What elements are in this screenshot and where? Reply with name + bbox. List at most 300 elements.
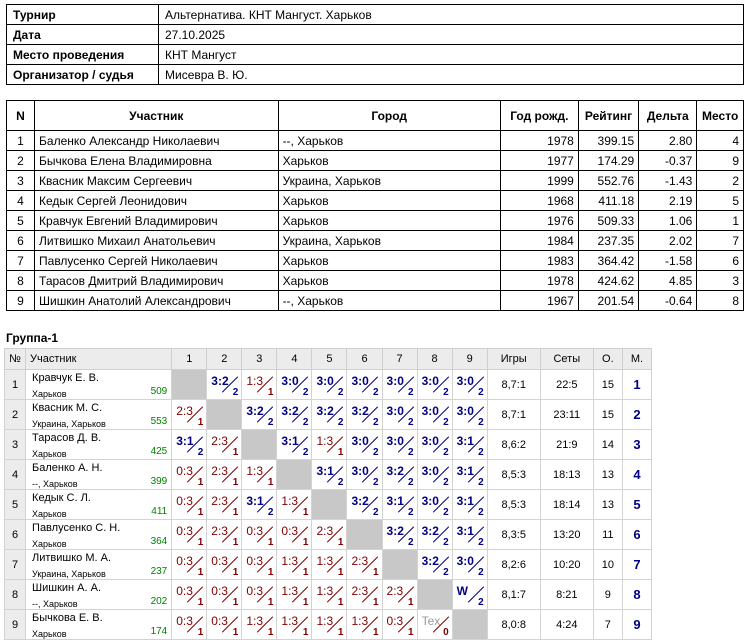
- participant-cell: 2: [697, 171, 744, 191]
- match-result: [207, 520, 242, 550]
- match-result: [452, 370, 487, 400]
- participant-cell: -0.64: [639, 291, 697, 311]
- group-row: [5, 460, 652, 490]
- match-points: 1: [302, 597, 309, 608]
- match-points: 2: [443, 537, 449, 548]
- match-score: 2:3: [211, 494, 228, 508]
- match-points: 2: [337, 417, 344, 428]
- player-rating: 411: [151, 506, 168, 517]
- match-result: [312, 580, 347, 610]
- match-score: 3:2: [246, 404, 264, 418]
- match-result: [347, 550, 382, 580]
- match-score: 1:3: [281, 554, 299, 568]
- match-points: 2: [302, 447, 309, 458]
- match-result: [382, 430, 417, 460]
- player-name: Шишкин А. А.: [32, 582, 102, 594]
- group-row: [5, 520, 652, 550]
- match-score: 3:1: [456, 464, 474, 478]
- match-score: 0:3: [281, 524, 299, 538]
- match-points: 1: [232, 447, 239, 458]
- player-cell: [26, 490, 172, 520]
- participant-cell: Кравчук Евгений Владимирович: [35, 211, 279, 231]
- match-result: [277, 520, 312, 550]
- match-result: [417, 370, 452, 400]
- match-result: [277, 610, 312, 640]
- match-points: 1: [232, 597, 239, 608]
- match-points: 1: [197, 417, 204, 428]
- match-score: 3:2: [386, 464, 404, 478]
- match-result: [452, 400, 487, 430]
- match-points: 1: [337, 537, 344, 548]
- player-cell: [26, 550, 172, 580]
- participant-cell: 5: [697, 191, 744, 211]
- match-points: 2: [443, 567, 449, 578]
- match-points: 1: [267, 567, 274, 578]
- match-score: 1:3: [246, 374, 264, 388]
- match-result: [452, 580, 487, 610]
- tournament-info-table: [6, 4, 744, 85]
- participant-cell: 1: [697, 211, 744, 231]
- match-score: 3:2: [281, 404, 299, 418]
- participants-header: Рейтинг: [578, 101, 638, 131]
- match-score: Tex: [421, 614, 441, 628]
- match-score: 0:3: [386, 614, 404, 628]
- match-points: 2: [408, 447, 414, 458]
- match-score: 3:1: [281, 434, 299, 448]
- match-result: [207, 370, 242, 400]
- match-score: 1:3: [316, 434, 334, 448]
- player-points: 15: [593, 400, 622, 430]
- participant-row: [7, 231, 744, 251]
- match-result: [452, 550, 487, 580]
- match-result: [207, 430, 242, 460]
- participant-cell: Тарасов Дмитрий Владимирович: [35, 271, 279, 291]
- match-result: [172, 610, 207, 640]
- match-result: [417, 430, 452, 460]
- match-score: 3:0: [386, 434, 404, 448]
- player-cell: [26, 460, 172, 490]
- match-result: [312, 520, 347, 550]
- match-points: 1: [232, 507, 239, 518]
- match-points: 2: [478, 507, 484, 518]
- participant-cell: 424.62: [578, 271, 638, 291]
- participant-cell: 9: [697, 151, 744, 171]
- info-label: Организатор / судья: [7, 65, 159, 85]
- match-score: 3:0: [281, 374, 299, 388]
- match-score: 0:3: [246, 554, 264, 568]
- group-header-sets: Сеты: [540, 349, 593, 370]
- participant-cell: 2.02: [639, 231, 697, 251]
- group-row: [5, 400, 652, 430]
- player-sets: 22:5: [540, 370, 593, 400]
- match-result: [277, 550, 312, 580]
- match-score: 2:3: [386, 584, 404, 598]
- player-games: 8,7:1: [487, 370, 540, 400]
- player-cell: [26, 610, 172, 640]
- participant-cell: 4: [697, 131, 744, 151]
- participants-table: [6, 100, 744, 311]
- player-games: 8,5:3: [487, 460, 540, 490]
- match-points: 1: [302, 627, 309, 638]
- player-place: 7: [622, 550, 651, 580]
- group-row: [5, 490, 652, 520]
- match-points: 2: [443, 387, 449, 398]
- match-score: 0:3: [176, 614, 193, 628]
- match-points: 2: [372, 387, 379, 398]
- match-score: 3:0: [456, 374, 474, 388]
- participant-cell: Украина, Харьков: [278, 231, 500, 251]
- participant-cell: 2.80: [639, 131, 697, 151]
- match-points: 2: [478, 477, 484, 488]
- row-number: 4: [5, 460, 26, 490]
- participant-cell: 1983: [500, 251, 578, 271]
- participant-cell: 6: [7, 231, 35, 251]
- participants-header: Дельта: [639, 101, 697, 131]
- participant-cell: 4: [7, 191, 35, 211]
- match-score: 3:1: [316, 464, 334, 478]
- player-points: 15: [593, 370, 622, 400]
- match-result: [207, 460, 242, 490]
- match-points: 2: [408, 417, 414, 428]
- match-points: 1: [267, 477, 274, 488]
- row-number: 6: [5, 520, 26, 550]
- participant-cell: 1977: [500, 151, 578, 171]
- player-points: 7: [593, 610, 622, 640]
- match-score: W: [456, 584, 468, 598]
- match-points: 2: [372, 477, 379, 488]
- match-points: 2: [372, 447, 379, 458]
- match-score: 3:2: [421, 554, 439, 568]
- match-points: 2: [372, 417, 379, 428]
- participant-cell: 3: [697, 271, 744, 291]
- match-score: 3:0: [456, 404, 474, 418]
- match-points: 1: [197, 537, 204, 548]
- player-city: Украина, Харьков: [32, 569, 106, 579]
- match-points: 2: [408, 387, 414, 398]
- participant-row: [7, 131, 744, 151]
- participant-cell: -0.37: [639, 151, 697, 171]
- participant-cell: 1978: [500, 271, 578, 291]
- player-name: Литвишко М. А.: [32, 552, 112, 564]
- match-score: 1:3: [246, 464, 264, 478]
- match-score: 2:3: [351, 584, 369, 598]
- match-score: 3:0: [456, 554, 474, 568]
- participant-cell: Квасник Максим Сергеевич: [35, 171, 279, 191]
- match-points: 2: [478, 447, 484, 458]
- match-points: 1: [232, 537, 239, 548]
- match-result: [382, 370, 417, 400]
- player-name: Квасник М. С.: [32, 402, 103, 414]
- match-result: [417, 520, 452, 550]
- participant-cell: 552.76: [578, 171, 638, 191]
- participant-cell: 4.85: [639, 271, 697, 291]
- match-points: 2: [267, 417, 274, 428]
- match-score: 3:1: [456, 434, 474, 448]
- diagonal-cell: [277, 460, 312, 490]
- match-score: 1:3: [316, 554, 334, 568]
- group-header-col: 2: [207, 349, 242, 370]
- player-city: Харьков: [32, 449, 67, 459]
- diagonal-cell: [172, 370, 207, 400]
- match-result: [312, 400, 347, 430]
- match-result: [277, 430, 312, 460]
- participant-row: [7, 251, 744, 271]
- group-header-num: №: [5, 349, 26, 370]
- participant-cell: 509.33: [578, 211, 638, 231]
- match-score: 0:3: [211, 584, 228, 598]
- match-score: 0:3: [176, 554, 193, 568]
- player-rating: 364: [150, 536, 168, 547]
- player-place: 4: [622, 460, 651, 490]
- match-result: [172, 400, 207, 430]
- group-title: Группа-1: [6, 331, 59, 345]
- diagonal-cell: [382, 550, 417, 580]
- player-points: 9: [593, 580, 622, 610]
- match-score: 1:3: [281, 584, 299, 598]
- match-result: [312, 370, 347, 400]
- match-points: 1: [337, 447, 344, 458]
- participant-cell: Харьков: [278, 211, 500, 231]
- player-cell: [26, 400, 172, 430]
- participant-cell: --, Харьков: [278, 291, 500, 311]
- info-row: [7, 5, 744, 25]
- match-points: 1: [197, 597, 204, 608]
- player-rating: 509: [150, 386, 168, 397]
- player-city: --, Харьков: [32, 479, 78, 489]
- participant-cell: 237.35: [578, 231, 638, 251]
- match-points: 2: [197, 447, 204, 458]
- row-number: 7: [5, 550, 26, 580]
- match-result: [312, 430, 347, 460]
- player-rating: 237: [150, 566, 168, 577]
- info-value: Мисевра В. Ю.: [159, 65, 744, 85]
- match-score: 3:0: [421, 374, 439, 388]
- match-result: [172, 550, 207, 580]
- match-points: 2: [232, 387, 239, 398]
- player-sets: 18:13: [540, 460, 593, 490]
- player-cell: [26, 430, 172, 460]
- match-result: [172, 520, 207, 550]
- participant-row: [7, 211, 744, 231]
- match-points: 1: [302, 537, 309, 548]
- participant-cell: 364.42: [578, 251, 638, 271]
- match-result: [172, 430, 207, 460]
- match-points: 1: [408, 597, 414, 608]
- row-number: 5: [5, 490, 26, 520]
- match-points: 1: [232, 477, 239, 488]
- match-score: 3:1: [456, 524, 474, 538]
- match-points: 2: [443, 507, 449, 518]
- player-points: 10: [593, 550, 622, 580]
- match-result: [417, 550, 452, 580]
- match-score: 3:0: [316, 374, 334, 388]
- player-city: Украина, Харьков: [32, 419, 106, 429]
- match-score: 3:0: [351, 464, 369, 478]
- player-rating: 399: [150, 476, 168, 487]
- match-result: [207, 580, 242, 610]
- match-result: [452, 430, 487, 460]
- info-label: Турнир: [7, 5, 159, 25]
- match-points: 1: [197, 507, 204, 518]
- player-cell: [26, 370, 172, 400]
- participant-cell: 8: [697, 291, 744, 311]
- match-score: 1:3: [316, 614, 334, 628]
- match-points: 1: [232, 627, 239, 638]
- match-result: [242, 610, 277, 640]
- participant-cell: --, Харьков: [278, 131, 500, 151]
- match-result: [347, 400, 382, 430]
- player-games: 8,1:7: [487, 580, 540, 610]
- match-result: [452, 520, 487, 550]
- player-name: Бычкова Е. В.: [32, 612, 103, 624]
- match-result: [347, 610, 382, 640]
- player-games: 8,6:2: [487, 430, 540, 460]
- match-result: [242, 490, 277, 520]
- match-result: [207, 490, 242, 520]
- player-sets: 18:14: [540, 490, 593, 520]
- player-cell: [26, 520, 172, 550]
- participant-cell: 1984: [500, 231, 578, 251]
- group-row: [5, 430, 652, 460]
- match-result: [242, 400, 277, 430]
- match-result: [312, 460, 347, 490]
- match-points: 2: [478, 387, 484, 398]
- match-result: [382, 520, 417, 550]
- group-header-points: О.: [593, 349, 622, 370]
- participant-cell: Харьков: [278, 191, 500, 211]
- player-points: 14: [593, 430, 622, 460]
- match-points: 1: [372, 597, 379, 608]
- match-result: [347, 430, 382, 460]
- match-points: 2: [337, 477, 344, 488]
- participant-cell: Баленко Александр Николаевич: [35, 131, 279, 151]
- match-score: 0:3: [176, 464, 193, 478]
- player-place: 9: [622, 610, 651, 640]
- match-points: 1: [267, 627, 274, 638]
- info-row: [7, 25, 744, 45]
- player-rating: 174: [150, 626, 168, 637]
- match-score: 3:1: [246, 494, 264, 508]
- participant-cell: 1: [7, 131, 35, 151]
- participant-cell: 2.19: [639, 191, 697, 211]
- info-value: КНТ Мангуст: [159, 45, 744, 65]
- match-result: [172, 490, 207, 520]
- player-rating: 553: [150, 416, 168, 427]
- row-number: 3: [5, 430, 26, 460]
- group-header-col: 9: [452, 349, 487, 370]
- group-row: [5, 550, 652, 580]
- player-name: Баленко А. Н.: [32, 462, 103, 474]
- match-points: 2: [267, 507, 274, 518]
- group-header-col: 5: [312, 349, 347, 370]
- match-score: 3:0: [386, 374, 404, 388]
- match-score: 3:2: [421, 524, 439, 538]
- match-points: 1: [337, 567, 344, 578]
- match-points: 2: [443, 477, 449, 488]
- match-score: 2:3: [176, 404, 193, 418]
- match-result: [417, 610, 452, 640]
- match-points: 1: [302, 507, 309, 518]
- participants-header: Город: [278, 101, 500, 131]
- match-result: [312, 610, 347, 640]
- row-number: 2: [5, 400, 26, 430]
- player-sets: 4:24: [540, 610, 593, 640]
- match-result: [172, 460, 207, 490]
- match-score: 1:3: [281, 494, 299, 508]
- participant-cell: 7: [697, 231, 744, 251]
- diagonal-cell: [417, 580, 452, 610]
- participant-cell: 2: [7, 151, 35, 171]
- match-result: [417, 400, 452, 430]
- match-result: [347, 460, 382, 490]
- player-city: Харьков: [32, 539, 67, 549]
- player-city: --, Харьков: [32, 599, 78, 609]
- match-result: [242, 370, 277, 400]
- match-points: 1: [337, 597, 344, 608]
- match-points: 1: [232, 567, 239, 578]
- participant-cell: Шишкин Анатолий Александрович: [35, 291, 279, 311]
- player-place: 6: [622, 520, 651, 550]
- participant-cell: 1978: [500, 131, 578, 151]
- match-score: 0:3: [246, 524, 264, 538]
- participants-header: Место: [697, 101, 744, 131]
- player-sets: 13:20: [540, 520, 593, 550]
- participant-cell: 6: [697, 251, 744, 271]
- participant-cell: Харьков: [278, 151, 500, 171]
- player-points: 13: [593, 460, 622, 490]
- match-score: 3:2: [351, 494, 369, 508]
- info-row: [7, 65, 744, 85]
- match-score: 3:1: [386, 494, 404, 508]
- diagonal-cell: [242, 430, 277, 460]
- participants-header: Участник: [35, 101, 279, 131]
- participant-cell: 1976: [500, 211, 578, 231]
- match-score: 2:3: [211, 524, 228, 538]
- match-points: 1: [408, 627, 414, 638]
- participant-cell: -1.58: [639, 251, 697, 271]
- match-score: 3:0: [421, 494, 439, 508]
- participant-cell: 8: [7, 271, 35, 291]
- participant-row: [7, 151, 744, 171]
- match-result: [417, 490, 452, 520]
- match-result: [382, 610, 417, 640]
- player-games: 8,5:3: [487, 490, 540, 520]
- player-games: 8,3:5: [487, 520, 540, 550]
- info-value: 27.10.2025: [159, 25, 744, 45]
- participant-cell: Харьков: [278, 271, 500, 291]
- participant-cell: 3: [7, 171, 35, 191]
- info-label: Дата: [7, 25, 159, 45]
- match-score: 1:3: [351, 614, 369, 628]
- player-place: 3: [622, 430, 651, 460]
- player-sets: 8:21: [540, 580, 593, 610]
- match-points: 1: [302, 567, 309, 578]
- match-score: 3:0: [351, 374, 369, 388]
- match-score: 0:3: [176, 494, 193, 508]
- player-place: 8: [622, 580, 651, 610]
- match-points: 2: [478, 597, 484, 608]
- participant-cell: Кедык Сергей Леонидович: [35, 191, 279, 211]
- match-result: [277, 370, 312, 400]
- match-score: 3:0: [351, 434, 369, 448]
- player-points: 11: [593, 520, 622, 550]
- match-score: 1:3: [246, 614, 264, 628]
- match-points: 2: [478, 537, 484, 548]
- group-row: [5, 370, 652, 400]
- participant-cell: 1967: [500, 291, 578, 311]
- match-score: 3:0: [421, 434, 439, 448]
- group-header-col: 8: [417, 349, 452, 370]
